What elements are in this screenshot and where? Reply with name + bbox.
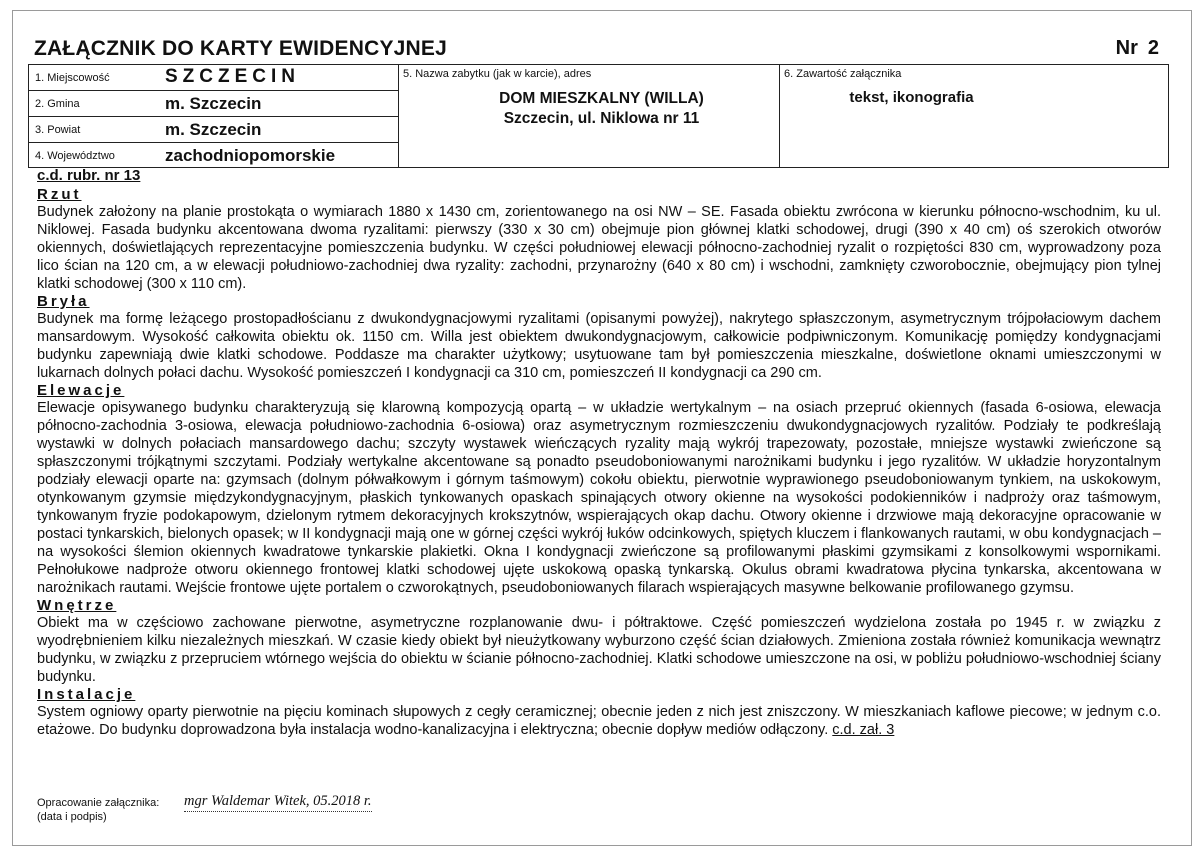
section-heading-plan: Rzut [37, 186, 82, 203]
field-value-content: tekst, ikonografia [849, 89, 974, 106]
section-heading-installations: Instalacje [37, 686, 136, 703]
section-heading-massing: Bryła [37, 293, 90, 310]
section-text-installations: System ogniowy oparty pierwotnie na pięciu kominach słupowych z cegły ceramicznej; obecnie jeden z nich jest zniszczony. W mieszkaniach kaflowe piecowe; w jednym c.o. etażowe. Do budynku doprowadzona była instalacja wodno-kanalizacyjna i elektryczna; obecnie dopływ mediów odłączony. [37, 704, 1161, 738]
field-value-district: m. Szczecin [165, 120, 262, 139]
attachment-number-label: Nr [1115, 37, 1138, 59]
signature: mgr Waldemar Witek, 05.2018 r. [184, 793, 372, 812]
document-title: ZAŁĄCZNIK DO KARTY EWIDENCYJNEJ [34, 37, 448, 60]
field-value-locality: SZCZECIN [165, 66, 300, 87]
field-value-commune: m. Szczecin [165, 94, 262, 113]
header-row-divider [29, 116, 398, 117]
footer-label-prepared: Opracowanie załącznika: [37, 797, 160, 809]
section-text-plan: Budynek założony na planie prostokąta o wymiarach 1880 x 1430 cm, zorientowanego na osi NW – SE. Fasada obiektu zwrócona w kierunku północno-wschodnim, ku ul. Niklowej. Fasada budynku akcentowana dwoma ryzalitami: pierwszy (330 x 30 cm) obejmuje pion głównej klatki schodowej, drugi (390 x 40 cm) oś szerokich otworów okiennych, doświetlających reprezentacyjne pomieszczenia budynku. W części południowej elewacji północno-zachodniej ryzalit o rozpiętości 830 cm, wyprowadzony poza lico ścian na 120 cm, a w elewacji południowo-zachodniej dwa ryzality: zachodni, przynarożny (640 x 80 cm) i wschodni, zamknięty czworobocznie, obejmujący pion tylnej klatki schodowej (300 x 110 cm). [37, 204, 1161, 292]
header-row-divider [29, 142, 398, 143]
monument-name: DOM MIESZKALNY (WILLA) [499, 90, 704, 107]
monument-address: Szczecin, ul. Niklowa nr 11 [503, 110, 700, 127]
section-text-massing: Budynek ma formę leżącego prostopadłościanu z dwukondygnacjowymi ryzalitami (opisanymi powyżej), nakrytego spłaszczonym, asymetrycznym trójpołaciowym dachem mansardowym. Wysokość całkowita obiektu ok. 1150 cm. Willa jest obiektem dwukondygnacjowym, całkowicie podpiwniczonym. Komunikację pomiędzy kondygnacjami budynku zapewniają dwie klatki schodowe. Poddasze ma charakter użytkowy; usytuowane tam był pomieszczenia mieszkalne, doświetlone oknami umieszczonymi w lukarnach dolnych połaci dachu. Wysokość pomieszczeń I kondygnacji ca 310 cm, pomieszczeń II kondygnacji ca 290 cm. [37, 311, 1161, 381]
footer-label-date-signature: (data i podpis) [37, 811, 107, 823]
document-body [37, 186, 1161, 739]
field-label-monument: 5. Nazwa zabytku (jak w karcie), adres [403, 68, 592, 80]
field-label-district: 3. Powiat [35, 124, 81, 136]
attachment-number-value: 2 [1147, 37, 1159, 59]
footer-label [37, 796, 159, 824]
section-heading-interior: Wnętrze [37, 597, 117, 614]
field-label-content: 6. Zawartość załącznika [784, 68, 902, 80]
monument-name-address [399, 89, 804, 129]
section-heading-elevations: Elewacje [37, 382, 125, 399]
section-installations [37, 703, 1161, 739]
attachment-number [1116, 37, 1159, 60]
section-text-elevations: Elewacje opisywanego budynku charakteryzują się klarowną kompozycją opartą – w układzie wertykalnym – na osiach przepruć okiennych (fasada 6-osiowa, elewacja północno-zachodnia 3-osiowa, elewacja południowo-zachodnia 6-osiowa) oraz asymetrycznym rozmieszczeniu dwukondygnacjowych ryzalitów. Podziały te podkreślają wystawki w dolnych połaciach mansardowego dachu; szczyty wystawek wieńczących ryzality mają wykrój trapezowaty, pozostałe, mniejsze wystawki zwieńczone są spłaszczonymi trójkątnymi szczytami. Podziały wertykalne akcentowane są ponadto pseudoboniowanymi narożnikami budynku i jego ryzalitów. W układzie horyzontalnym podziały elewacji oparte na: gzymsach (dolnym półwałkowym i górnym taśmowym) cokołu obiektu, pierwotnie wyprawionego pseudoboniowanym tynkiem, na uskokowym, otynkowanym gzymsie międzykondygnacyjnym, płaskich tynkowanych opaskach spinających otwory okienne na wysokości podokienników i nadproży oraz taśmowym, tynkowanym fryzie podokapowym, dzielonym rytmem dekoracyjnych krokszytnów, wspierających okap dachu. Otwory okienne i drzwiowe mają dekoracyjne opracowanie w postaci tynkarskich, bielonych opasek; w II kondygnacji mają one w górnej części wykrój łuków odcinkowych, spiętych kluczem i flankowanych rautami, w obu kondygnacjach – na wysokości ślemion okiennych kwadratowe tynkarskie plakietki. Okna I kondygnacji zwieńczone są profilowanymi płaskimi gzymsikami z konsolkowymi wspornikami. Pełnołukowe nadproże otworu okiennego frontowej klatki schodowej ujęte uskokową opaską tynkarską. Okulus obrami kwadratowa płycina tynkarska, akcentowana w narożnikach rautami. Wejście frontowe ujęte portalem o czworokątnych, pseudoboniowanych filarach wspierających masywne belkowanie profilowanego gzymsu. [37, 400, 1161, 596]
field-label-voivodeship: 4. Województwo [35, 150, 115, 162]
header-row-divider [29, 90, 398, 91]
continuation-heading: c.d. rubr. nr 13 [37, 167, 141, 184]
field-value-voivodeship: zachodniopomorskie [165, 146, 336, 165]
continuation-link[interactable]: c.d. zał. 3 [832, 722, 895, 738]
field-label-locality: 1. Miejscowość [35, 72, 110, 84]
field-label-commune: 2. Gmina [35, 98, 80, 110]
section-text-interior: Obiekt ma w częściowo zachowane pierwotne, asymetryczne rozplanowanie dwu- i półtraktowe. Część pomieszczeń wydzielona została po 1945 r. w związku z wyodrębnieniem kilku niezależnych mieszkań. W czasie kiedy obiekt był nieużytkowany wyburzono część ścian działowych. Zmieniona została również komunikacja wewnątrz budynku, w związku z przepruciem wtórnego wejścia do obiektu w ścianie północno-zachodniej. Klatki schodowe umieszczone na osi, w pobliżu południowo-wschodniej ściany budynku. [37, 615, 1161, 685]
header-table [28, 64, 1169, 168]
